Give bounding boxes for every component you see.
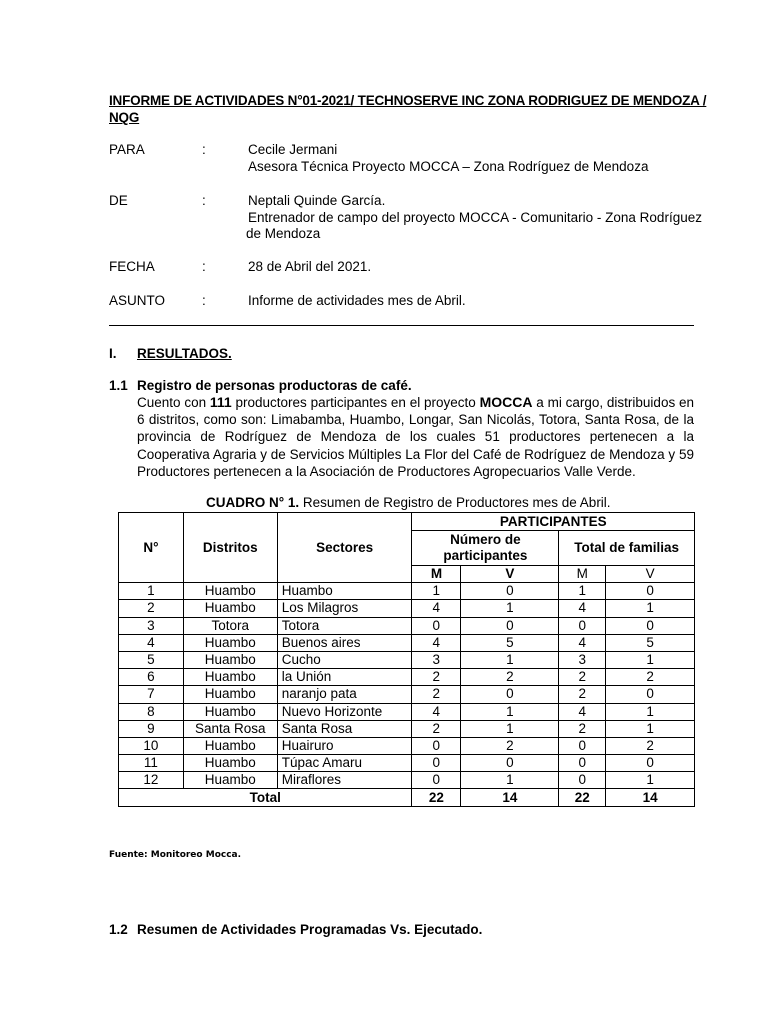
row-number: 10 (119, 737, 184, 754)
fecha-value: 28 de Abril del 2021. (248, 259, 372, 274)
row-number: 12 (119, 772, 184, 789)
row-distrito: Huambo (183, 755, 277, 772)
table-row (119, 720, 695, 737)
row-distrito: Huambo (183, 600, 277, 617)
paragraph-rest: a mi cargo, distribuidos en 6 distritos, como son: Limabamba, Huambo, Longar, San Nicolás, Totora, Santa Rosa, de la provincia de Rodríguez de Mendoza de los cuales 51 productores pertenecen a la Cooperativa Agraria y de Servicios Múltiples La Flor del Café de Rodríguez de Mendoza y 59 Productores pertenecen a la Asociación de Productores Agropecuarios Valle Verde. (137, 395, 695, 479)
row-distrito: Huambo (183, 703, 277, 720)
registro-paragraph (137, 394, 694, 480)
row-familias-m: 2 (559, 669, 606, 686)
header-numero-participantes: Número de participantes (412, 531, 559, 566)
row-sector: Santa Rosa (277, 720, 412, 737)
row-participantes-v: 1 (461, 651, 559, 668)
de-role-line-2: de Mendoza (246, 226, 321, 241)
row-familias-m: 4 (559, 600, 606, 617)
row-distrito: Santa Rosa (183, 720, 277, 737)
row-familias-v: 1 (606, 651, 695, 668)
table-row (119, 737, 695, 754)
row-distrito: Huambo (183, 686, 277, 703)
subsection-1-2-number: 1.2 (109, 922, 128, 937)
row-participantes-m: 2 (412, 669, 461, 686)
table-row (119, 772, 695, 789)
row-number: 8 (119, 703, 184, 720)
row-participantes-m: 2 (412, 720, 461, 737)
row-distrito: Huambo (183, 772, 277, 789)
row-participantes-v: 0 (461, 617, 559, 634)
header-participantes-m: M (412, 566, 461, 583)
total-familias-m: 22 (559, 789, 606, 806)
row-familias-v: 1 (606, 600, 695, 617)
total-familias-v: 14 (606, 789, 695, 806)
row-sector: Cucho (277, 651, 412, 668)
row-participantes-v: 0 (461, 755, 559, 772)
row-sector: Túpac Amaru (277, 755, 412, 772)
table-row (119, 669, 695, 686)
row-familias-v: 5 (606, 634, 695, 651)
table-row (119, 634, 695, 651)
row-sector: Los Milagros (277, 600, 412, 617)
de-colon: : (202, 193, 206, 208)
fecha-label: FECHA (109, 259, 155, 274)
row-familias-m: 4 (559, 634, 606, 651)
row-familias-m: 2 (559, 686, 606, 703)
caption-text: Resumen de Registro de Productores mes de Abril. (299, 495, 611, 510)
de-role-line-1: Entrenador de campo del proyecto MOCCA - Comunitario - Zona Rodríguez (248, 210, 702, 225)
row-participantes-v: 5 (461, 634, 559, 651)
total-participantes-v: 14 (461, 789, 559, 806)
asunto-value: Informe de actividades mes de Abril. (248, 293, 466, 308)
row-number: 9 (119, 720, 184, 737)
row-familias-v: 1 (606, 772, 695, 789)
row-distrito: Huambo (183, 634, 277, 651)
table-row (119, 651, 695, 668)
row-participantes-v: 1 (461, 720, 559, 737)
row-number: 5 (119, 651, 184, 668)
row-participantes-m: 0 (412, 772, 461, 789)
subsection-1-2-title: Resumen de Actividades Programadas Vs. Ejecutado. (137, 922, 483, 937)
row-sector: Miraflores (277, 772, 412, 789)
asunto-colon: : (202, 293, 206, 308)
row-familias-m: 3 (559, 651, 606, 668)
row-sector: Buenos aires (277, 634, 412, 651)
row-participantes-m: 3 (412, 651, 461, 668)
producers-table (118, 512, 695, 807)
row-participantes-m: 4 (412, 600, 461, 617)
de-label: DE (109, 193, 128, 208)
row-familias-v: 2 (606, 737, 695, 754)
row-participantes-m: 0 (412, 617, 461, 634)
table-row (119, 703, 695, 720)
total-participantes-m: 22 (412, 789, 461, 806)
row-sector: Huambo (277, 583, 412, 600)
header-total-familias: Total de familias (559, 531, 695, 566)
row-sector: Nuevo Horizonte (277, 703, 412, 720)
para-label: PARA (109, 142, 145, 157)
row-sector: Huairuro (277, 737, 412, 754)
row-familias-v: 0 (606, 583, 695, 600)
row-participantes-m: 1 (412, 583, 461, 600)
row-distrito: Huambo (183, 669, 277, 686)
row-familias-v: 0 (606, 755, 695, 772)
header-participantes-v: V (461, 566, 559, 583)
row-familias-v: 0 (606, 617, 695, 634)
table-row (119, 600, 695, 617)
table-row (119, 686, 695, 703)
row-familias-m: 1 (559, 583, 606, 600)
row-distrito: Huambo (183, 583, 277, 600)
row-number: 1 (119, 583, 184, 600)
row-familias-m: 0 (559, 772, 606, 789)
header-participantes: PARTICIPANTES (412, 513, 695, 531)
paragraph-mid: productores participantes en el proyecto (231, 395, 480, 410)
row-participantes-v: 1 (461, 703, 559, 720)
row-familias-m: 0 (559, 755, 606, 772)
header-familias-v: V (606, 566, 695, 583)
row-sector: Totora (277, 617, 412, 634)
subsection-number: 1.1 (109, 378, 128, 393)
row-familias-v: 1 (606, 703, 695, 720)
row-participantes-v: 2 (461, 737, 559, 754)
row-participantes-m: 0 (412, 755, 461, 772)
table-caption (206, 495, 611, 510)
row-number: 4 (119, 634, 184, 651)
table-row (119, 583, 695, 600)
row-distrito: Huambo (183, 737, 277, 754)
source-note: Fuente: Monitoreo Mocca. (109, 850, 242, 860)
project-name: MOCCA (479, 394, 533, 410)
header-familias-m: M (559, 566, 606, 583)
subsection-title: Registro de personas productoras de café. (137, 378, 412, 393)
row-familias-v: 0 (606, 686, 695, 703)
para-role: Asesora Técnica Proyecto MOCCA – Zona Rodríguez de Mendoza (248, 159, 649, 174)
row-participantes-m: 4 (412, 634, 461, 651)
row-participantes-m: 4 (412, 703, 461, 720)
row-participantes-v: 1 (461, 600, 559, 617)
row-familias-m: 4 (559, 703, 606, 720)
row-participantes-m: 0 (412, 737, 461, 754)
table-row (119, 755, 695, 772)
row-number: 3 (119, 617, 184, 634)
row-familias-m: 0 (559, 617, 606, 634)
caption-label: CUADRO N° 1. (206, 495, 300, 510)
total-label: Total (119, 789, 412, 806)
para-name: Cecile Jermani (248, 142, 338, 157)
row-familias-v: 1 (606, 720, 695, 737)
header-sectores: Sectores (277, 513, 412, 583)
de-name: Neptali Quinde García. (248, 193, 386, 208)
section-number: I. (109, 346, 117, 361)
row-participantes-v: 1 (461, 772, 559, 789)
row-distrito: Huambo (183, 651, 277, 668)
report-title: INFORME DE ACTIVIDADES N°01-2021/ TECHNOSERVE INC ZONA RODRIGUEZ DE MENDOZA / NQG (109, 93, 707, 125)
row-number: 11 (119, 755, 184, 772)
row-familias-m: 2 (559, 720, 606, 737)
row-participantes-v: 2 (461, 669, 559, 686)
para-colon: : (202, 142, 206, 157)
paragraph-intro: Cuento con (137, 395, 210, 410)
row-participantes-v: 0 (461, 583, 559, 600)
row-participantes-m: 2 (412, 686, 461, 703)
row-number: 7 (119, 686, 184, 703)
asunto-label: ASUNTO (109, 293, 166, 308)
row-sector: la Unión (277, 669, 412, 686)
row-participantes-v: 0 (461, 686, 559, 703)
fecha-colon: : (202, 259, 206, 274)
row-sector: naranjo pata (277, 686, 412, 703)
header-distritos: Distritos (183, 513, 277, 583)
section-title: RESULTADOS. (137, 346, 232, 361)
header-divider (109, 325, 694, 326)
row-number: 2 (119, 600, 184, 617)
row-familias-v: 2 (606, 669, 695, 686)
producer-count: 111 (209, 394, 232, 410)
header-n: N° (119, 513, 184, 583)
row-distrito: Totora (183, 617, 277, 634)
table-row (119, 617, 695, 634)
row-familias-m: 0 (559, 737, 606, 754)
row-number: 6 (119, 669, 184, 686)
